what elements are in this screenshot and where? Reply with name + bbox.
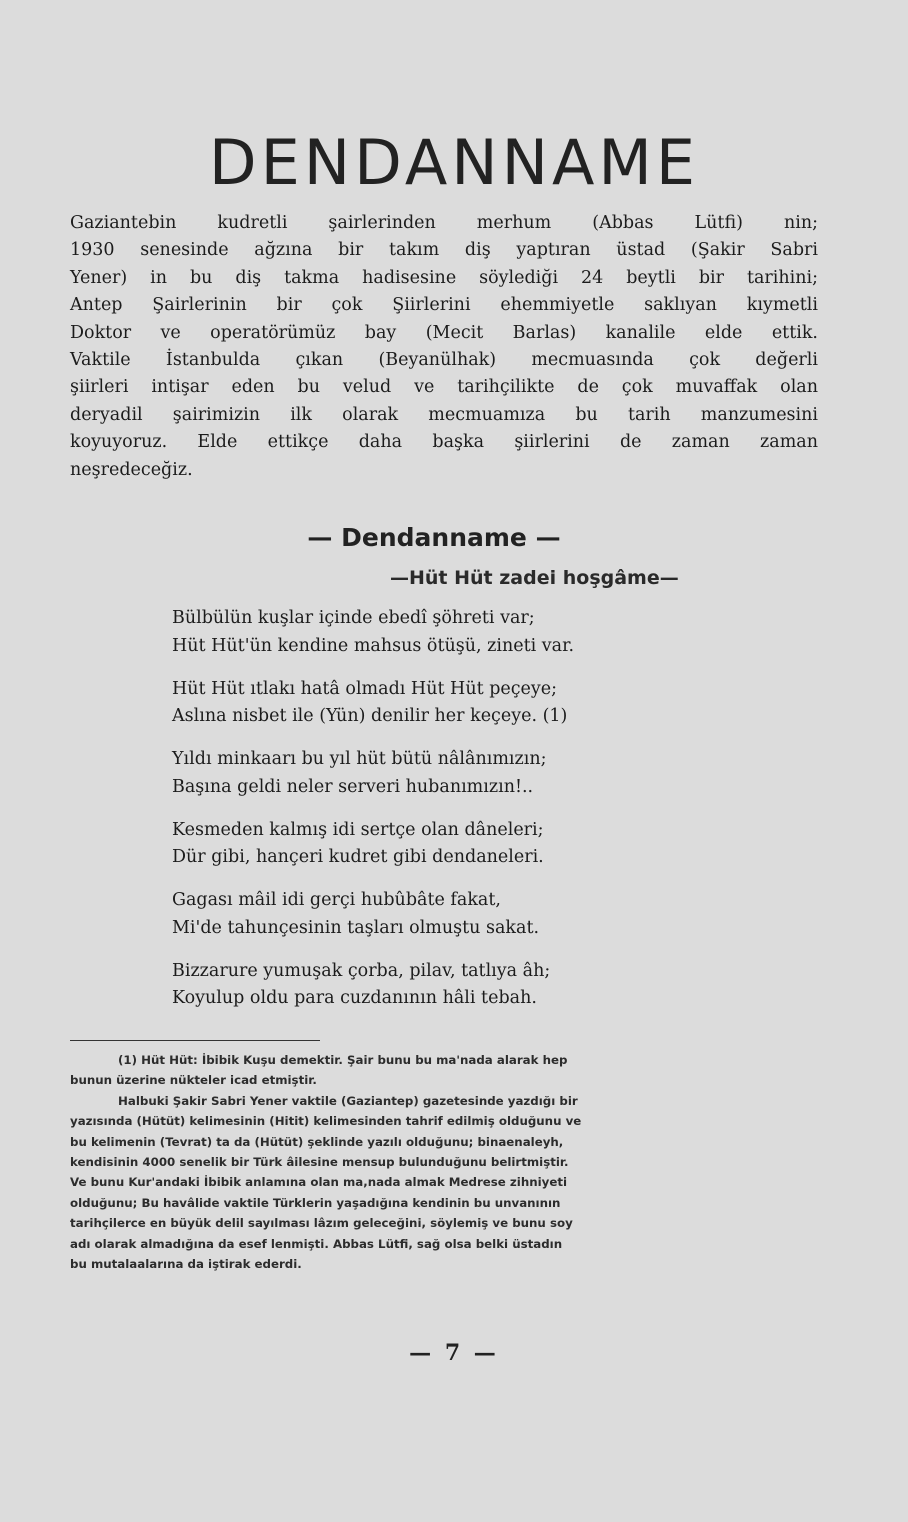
verse-line: Bülbülün kuşlar içinde ebedî şöhreti var; xyxy=(172,608,535,628)
verse-line: Hüt Hüt'ün kendine mahsus ötüşü, zineti var. xyxy=(172,635,575,656)
poem-subtitle: —Hüt Hüt zadei hoşgâme— xyxy=(390,567,679,589)
verse-line: Başına geldi neler serveri hubanımızın!.. xyxy=(172,776,534,797)
stanza xyxy=(172,887,732,942)
stanza xyxy=(172,817,732,872)
intro-line: Vaktile İstanbulda çıkan (Beyanülhak) mecmuasında çok değerli xyxy=(70,350,818,371)
footnote-line: adı olarak almadığına da esef lenmişti. Abbas Lütfi, sağ olsa belki üstadın xyxy=(70,1236,563,1251)
verse-line: Yıldı minkaarı bu yıl hüt bütü nâlânımızın; xyxy=(172,749,547,769)
verse-line: Gagası mâil idi gerçi hubûbâte fakat, xyxy=(172,890,501,910)
intro-line: 1930 senesinde ağzına bir takım diş yaptıran üstad (Şakir Sabri xyxy=(70,240,818,261)
footnote-line: bu mutalaalarına da iştirak ederdi. xyxy=(70,1257,302,1272)
poem xyxy=(172,605,732,1028)
verse-line: Koyulup oldu para cuzdanının hâli tebah. xyxy=(172,988,537,1008)
verse-line: Mi'de tahunçesinin taşları olmuştu sakat. xyxy=(172,917,540,938)
footnote-line: kendisinin 4000 senelik bir Türk âilesine mensup bulunduğunu belirtmiştir. xyxy=(70,1155,569,1170)
intro-line: Antep Şairlerinin bir çok Şiirlerini ehemmiyetle saklıyan kıymetli xyxy=(70,295,818,316)
verse-line: Dür gibi, hançeri kudret gibi dendaneleri. xyxy=(172,847,544,867)
poem-title: — Dendanname — xyxy=(307,523,561,552)
stanza xyxy=(172,746,732,801)
footnotes xyxy=(70,1050,812,1274)
footnote-line: bu kelimenin (Tevrat) ta da (Hütüt) şeklinde yazılı olduğunu; binaenaleyh, xyxy=(70,1134,564,1149)
verse-line: Hüt Hüt ıtlakı hatâ olmadı Hüt Hüt peçeye; xyxy=(172,678,558,699)
intro-line: neşredeceğiz. xyxy=(70,459,193,480)
footnote-line: (1) Hüt Hüt: İbibik Kuşu demektir. Şair bunu bu ma'nada alarak hep xyxy=(118,1053,568,1067)
footnote-line: yazısında (Hütüt) kelimesinin (Hitit) kelimesinden tahrif edilmiş olduğunu ve xyxy=(70,1114,582,1129)
intro-line: şiirleri intişar eden bu velud ve tarihçilikte de çok muvaffak olan xyxy=(70,377,818,398)
footnote-divider xyxy=(70,1040,320,1041)
document-title: DENDANNAME xyxy=(208,126,700,199)
footnote-line: Halbuki Şakir Sabri Yener vaktile (Gaziantep) gazetesinde yazdığı bir xyxy=(118,1093,578,1108)
footnote-line: bunun üzerine nükteler icad etmiştir. xyxy=(70,1073,317,1088)
page-number: — 7 — xyxy=(409,1340,499,1366)
verse-line: Bizzarure yumuşak çorba, pilav, tatlıya âh; xyxy=(172,960,551,981)
footnote-line: Ve bunu Kur'andaki İbibik anlamına olan ma,nada almak Medrese zihniyeti xyxy=(70,1175,568,1190)
intro-line: Doktor ve operatörümüz bay (Mecit Barlas) kanalile elde ettik. xyxy=(70,322,818,343)
intro-line: deryadil şairimizin ilk olarak mecmuamıza bu tarih manzumesini xyxy=(70,404,818,425)
stanza xyxy=(172,605,732,660)
footnote-line: olduğunu; Bu havâlide vaktile Türklerin yaşadığına kendinin bu unvanının xyxy=(70,1195,561,1210)
intro-line: Yener) in bu diş takma hadisesine söylediği 24 beytli bir tarihini; xyxy=(70,267,818,288)
stanza xyxy=(172,958,732,1013)
intro-line: koyuyoruz. Elde ettikçe daha başka şiirlerini de zaman zaman xyxy=(70,432,818,453)
intro-paragraph xyxy=(70,210,818,484)
intro-line: Gaziantebin kudretli şairlerinden merhum (Abbas Lütfi) nin; xyxy=(70,213,818,233)
footnote-line: tarihçilerce en büyük delil sayılması lâzım geleceğini, söylemiş ve bunu soy xyxy=(70,1216,573,1231)
verse-line: Kesmeden kalmış idi sertçe olan dâneleri; xyxy=(172,819,544,840)
verse-line: Aslına nisbet ile (Yün) denilir her keçeye. (1) xyxy=(172,706,568,726)
stanza xyxy=(172,676,732,731)
